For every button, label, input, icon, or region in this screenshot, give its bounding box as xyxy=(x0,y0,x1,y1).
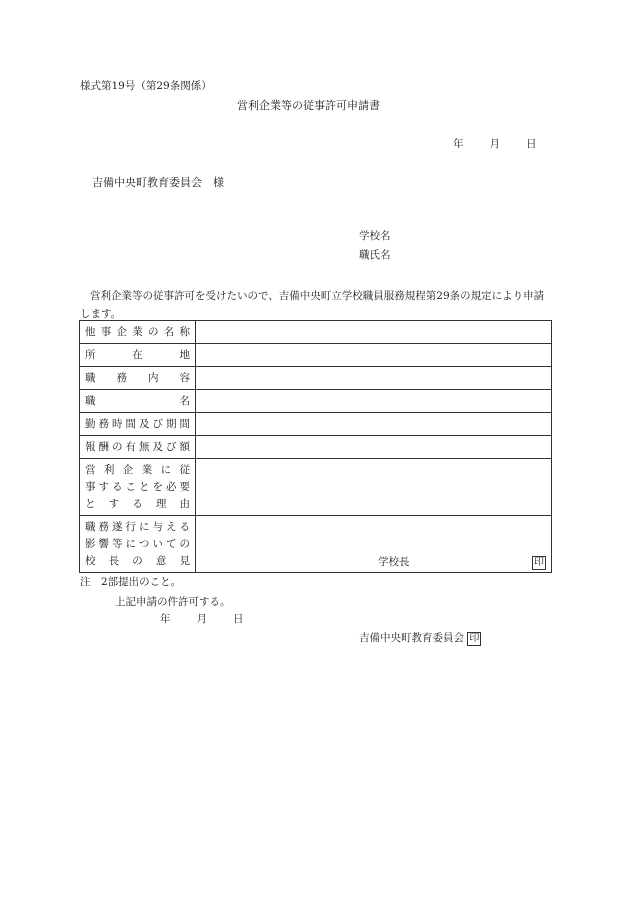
row-label-reason xyxy=(80,459,196,516)
table-row xyxy=(80,459,552,516)
opinion-label-line: 職務遂行に与える xyxy=(85,520,190,533)
row-label-company-name: 他事企業の名称 xyxy=(80,321,196,344)
document-title: 営利企業等の従事許可申請書 xyxy=(237,99,380,112)
day-label: 日 xyxy=(526,138,537,150)
reason-label-line: 営利企業に従 xyxy=(85,463,190,476)
opinion-label-line: 影響等についての xyxy=(85,537,190,550)
row-label-hours-period: 勤務時間及び期間 xyxy=(80,413,196,436)
school-name-label: 学校名 xyxy=(359,230,391,242)
principal-seal-mark: 印 xyxy=(534,557,544,568)
reason-label-line: 事することを必要 xyxy=(85,480,190,493)
row-label-location: 所 在 地 xyxy=(80,344,196,367)
board-seal-mark: 印 xyxy=(469,633,480,644)
addressee: 吉備中央町教育委員会 様 xyxy=(92,176,224,189)
month-label: 月 xyxy=(489,138,500,150)
row-label-principal-opinion xyxy=(80,516,196,573)
approval-statement: 上記申請の件許可する。 xyxy=(115,596,231,608)
table-row xyxy=(80,436,552,459)
duties-field[interactable] xyxy=(196,367,552,390)
date-line-bottom xyxy=(160,614,244,625)
table-row xyxy=(80,321,552,344)
board-signature xyxy=(359,632,481,646)
day-label: 日 xyxy=(233,613,244,625)
row-label-compensation: 報酬の有無及び額 xyxy=(80,436,196,459)
position-field[interactable] xyxy=(196,390,552,413)
year-label: 年 xyxy=(453,138,464,150)
reason-label-line: と す る 理 由 xyxy=(85,497,190,510)
application-statement: 営利企業等の従事許可を受けたいので、吉備中央町立学校職員服務規程第29条の規定により申請します。 xyxy=(80,290,545,320)
principal-label: 学校長 xyxy=(378,556,410,568)
table-row xyxy=(80,516,552,573)
table-row xyxy=(80,390,552,413)
table-row xyxy=(80,344,552,367)
principal-opinion-field[interactable] xyxy=(196,516,552,573)
date-line-top xyxy=(453,139,537,150)
application-table xyxy=(79,320,552,573)
compensation-field[interactable] xyxy=(196,436,552,459)
month-label: 月 xyxy=(196,613,207,625)
form-number: 様式第19号（第29条関係） xyxy=(80,80,212,92)
table-row xyxy=(80,413,552,436)
board-name: 吉備中央町教育委員会 xyxy=(359,632,464,644)
applicant-name-label: 職氏名 xyxy=(359,249,391,261)
opinion-label-line: 校 長 の 意 見 xyxy=(85,554,190,567)
submission-note: 注 2部提出のこと。 xyxy=(80,576,182,588)
hours-period-field[interactable] xyxy=(196,413,552,436)
company-name-field[interactable] xyxy=(196,321,552,344)
location-field[interactable] xyxy=(196,344,552,367)
year-label: 年 xyxy=(160,613,171,625)
reason-field[interactable] xyxy=(196,459,552,516)
row-label-duties: 職 務 内 容 xyxy=(80,367,196,390)
table-row xyxy=(80,367,552,390)
row-label-position: 職 名 xyxy=(80,390,196,413)
